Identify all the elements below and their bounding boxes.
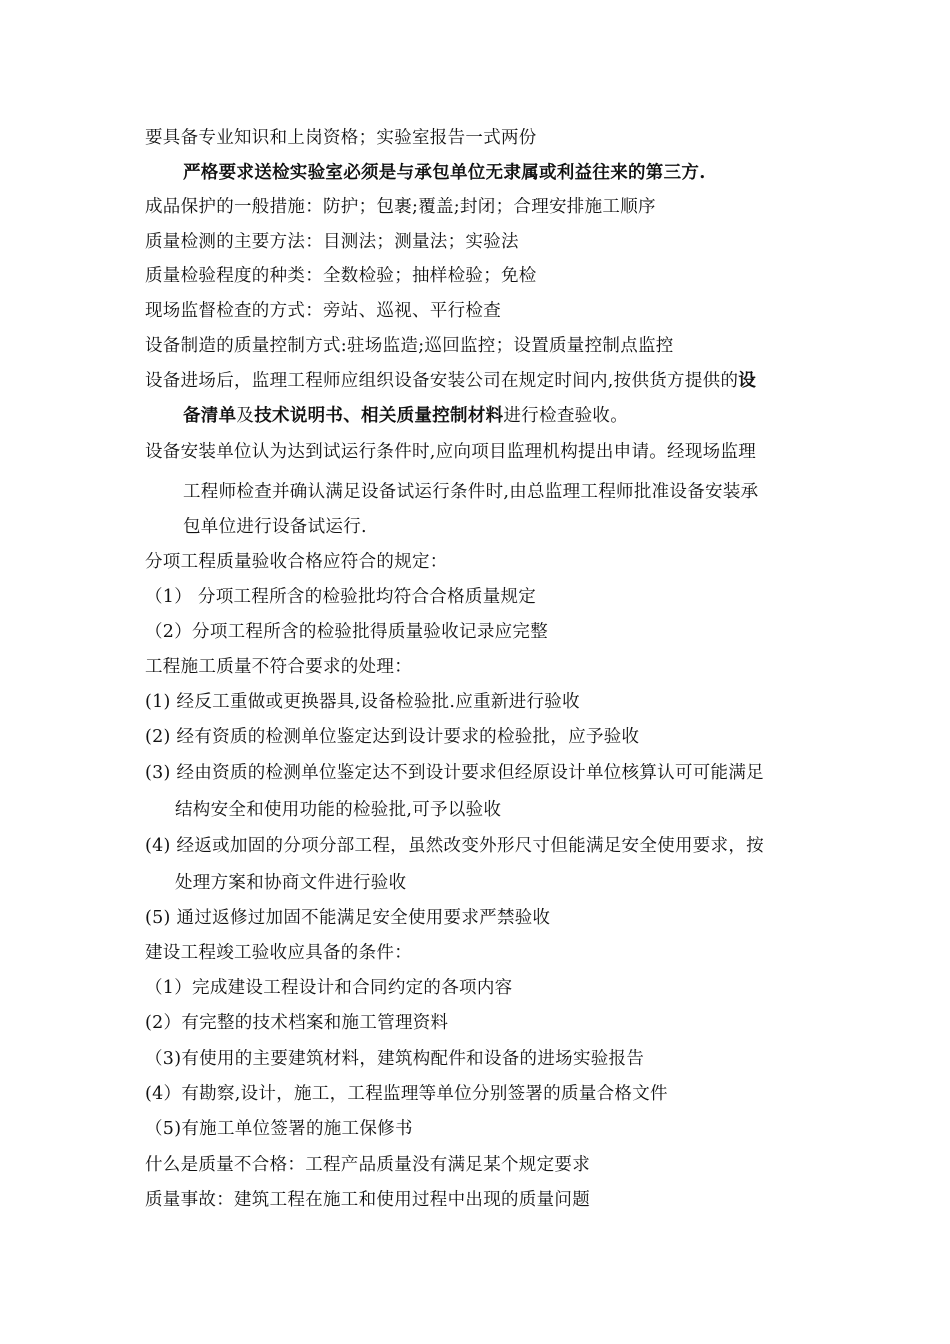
text-line: (2）有完整的技术档案和施工管理资料 <box>145 1013 449 1033</box>
text-line: (4) 经返或加固的分项分部工程，虽然改变外形尺寸但能满足安全使用要求，按 <box>145 836 764 856</box>
text-line: 建设工程竣工验收应具备的条件： <box>145 943 412 963</box>
text-line-bold: 严格要求送检实验室必须是与承包单位无隶属或利益往来的第三方. <box>183 163 706 183</box>
text-segment-bold: 技术说明书、相关质量控制材料 <box>254 406 504 426</box>
text-line: 什么是质量不合格：工程产品质量没有满足某个规定要求 <box>145 1155 590 1175</box>
text-line <box>145 369 756 393</box>
text-line: (3) 经由资质的检测单位鉴定达不到设计要求但经原设计单位核算认可可能满足 <box>145 763 764 783</box>
text-line: 现场监督检查的方式：旁站、巡视、平行检查 <box>145 301 501 321</box>
text-line: 工程施工质量不符合要求的处理： <box>145 657 412 677</box>
text-line <box>183 404 628 428</box>
text-line: （1）完成建设工程设计和合同约定的各项内容 <box>145 978 513 998</box>
text-segment: 进行检查验收。 <box>503 406 629 426</box>
text-line: （2）分项工程所含的检验批得质量验收记录应完整 <box>145 622 549 642</box>
text-segment-bold: 备清单 <box>183 406 237 426</box>
text-line: （1） 分项工程所含的检验批均符合合格质量规定 <box>145 587 537 607</box>
text-line: (4）有勘察,设计，施工，工程监理等单位分别签署的质量合格文件 <box>145 1084 668 1104</box>
text-line: (1) 经反工重做或更换器具,设备检验批.应重新进行验收 <box>145 692 580 712</box>
text-line: （5)有施工单位签署的施工保修书 <box>145 1119 413 1139</box>
text-line: 质量检测的主要方法：目测法；测量法；实验法 <box>145 232 519 252</box>
text-line: (2) 经有资质的检测单位鉴定达到设计要求的检验批，应予验收 <box>145 727 640 747</box>
text-line: 要具备专业知识和上岗资格；实验室报告一式两份 <box>145 128 537 148</box>
text-line: 处理方案和协商文件进行验收 <box>175 873 407 893</box>
text-line: 质量检验程度的种类：全数检验；抽样检验；免检 <box>145 266 537 286</box>
text-line: 结构安全和使用功能的检验批,可予以验收 <box>175 800 502 820</box>
text-line: 包单位进行设备试运行. <box>183 517 367 537</box>
text-line: 设备制造的质量控制方式:驻场监造;巡回监控；设置质量控制点监控 <box>145 336 674 356</box>
text-segment-bold: 设 <box>738 371 757 391</box>
text-segment: 设备进场后，监理工程师应组织设备安装公司在规定时间内,按供货方提供的 <box>145 371 739 391</box>
text-line: (5) 通过返修过加固不能满足安全使用要求严禁验收 <box>145 908 551 928</box>
text-line: 设备安装单位认为达到试运行条件时,应向项目监理机构提出申请。经现场监理 <box>145 442 757 462</box>
text-line: 工程师检查并确认满足设备试运行条件时,由总监理工程师批准设备安装承 <box>183 482 759 502</box>
text-line: 分项工程质量验收合格应符合的规定： <box>145 552 448 572</box>
text-segment: 及 <box>236 406 255 426</box>
text-line: 质量事故：建筑工程在施工和使用过程中出现的质量问题 <box>145 1190 590 1210</box>
text-line: （3)有使用的主要建筑材料，建筑构配件和设备的进场实验报告 <box>145 1049 645 1069</box>
text-line: 成品保护的一般措施：防护；包裹;覆盖;封闭；合理安排施工顺序 <box>145 197 656 217</box>
